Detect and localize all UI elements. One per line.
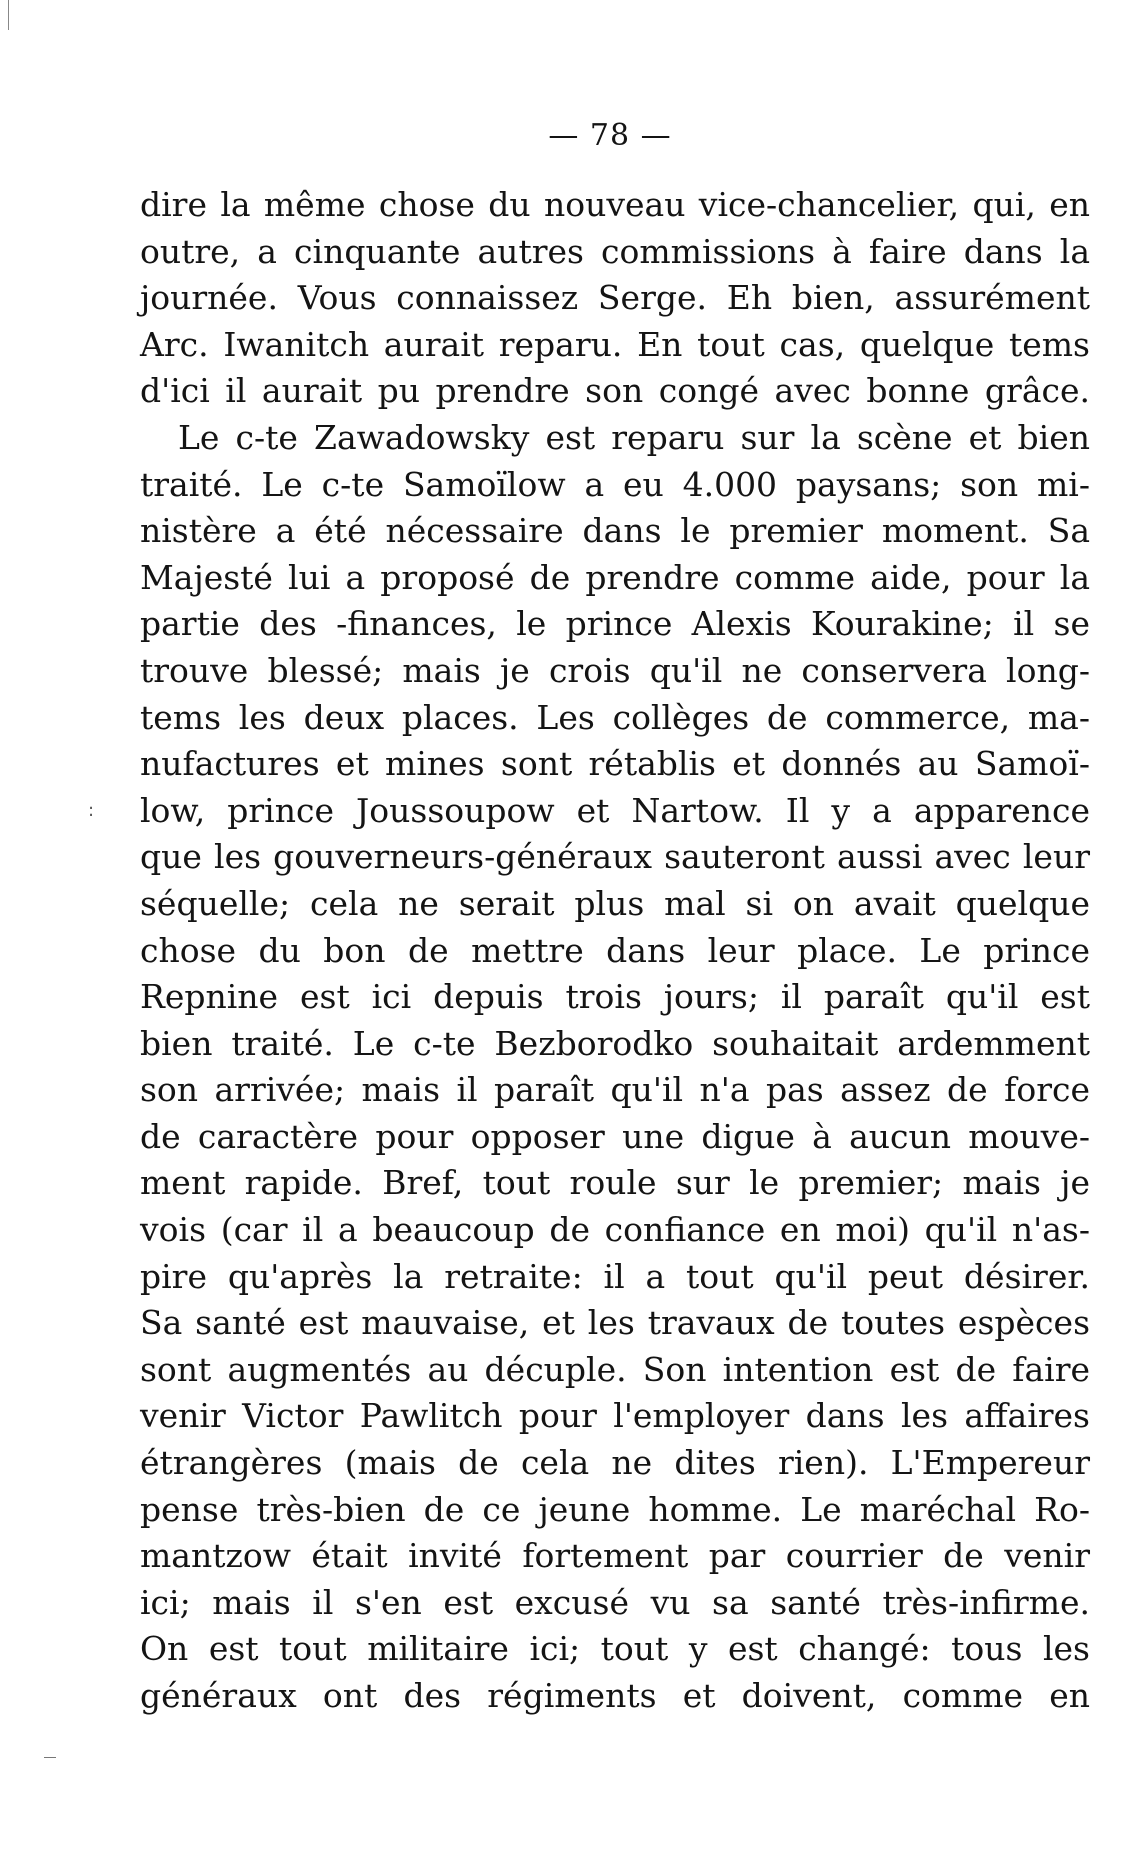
body-text bbox=[140, 182, 1090, 1720]
text-line: outre, a cinquante autres commissions à faire dans la bbox=[140, 231, 1090, 271]
text-line: bien traité. Le c-te Bezborodko souhaitait ardemment bbox=[140, 1023, 1090, 1063]
text-line: venir Victor Pawlitch pour l'employer dans les affaires bbox=[140, 1396, 1090, 1436]
text-line: nistère a été nécessaire dans le premier moment. Sa bbox=[140, 511, 1090, 551]
text-line: son arrivée; mais il paraît qu'il n'a pas assez de force bbox=[140, 1070, 1090, 1110]
text-line: sont augmentés au décuple. Son intention est de faire bbox=[140, 1349, 1090, 1389]
text-line: généraux ont des régiments et doivent, comme en bbox=[140, 1676, 1090, 1715]
text-line: tems les deux places. Les collèges de commerce, ma- bbox=[140, 697, 1090, 737]
scan-edge-mark bbox=[8, 0, 9, 30]
text-line: traité. Le c-te Samoïlow a eu 4.000 paysans; son mi- bbox=[140, 464, 1090, 504]
text-line: d'ici il aurait pu prendre son congé avec bonne grâce. bbox=[140, 371, 1090, 411]
text-line: Arc. Iwanitch aurait reparu. En tout cas, quelque tems bbox=[140, 324, 1090, 364]
text-line: Le c-te Zawadowsky est reparu sur la scène et bien bbox=[178, 417, 1090, 457]
text-line: chose du bon de mettre dans leur place. Le prince bbox=[140, 930, 1090, 970]
margin-mark: : bbox=[88, 800, 95, 821]
text-line: partie des -finances, le prince Alexis Kourakine; il se bbox=[140, 604, 1090, 644]
text-line: de caractère pour opposer une digue à aucun mouve- bbox=[140, 1116, 1090, 1156]
text-line: vois (car il a beaucoup de confiance en moi) qu'il n'as- bbox=[140, 1210, 1090, 1250]
text-line: ici; mais il s'en est excusé vu sa santé très-infirme. bbox=[140, 1582, 1090, 1622]
text-line: pense très-bien de ce jeune homme. Le maréchal Ro- bbox=[140, 1489, 1090, 1529]
text-line: dire la même chose du nouveau vice-chancelier, qui, en bbox=[140, 185, 1090, 224]
page-number: — 78 — bbox=[548, 118, 672, 153]
text-line: Majesté lui a proposé de prendre comme aide, pour la bbox=[140, 557, 1090, 597]
text-line: mantzow était invité fortement par courrier de venir bbox=[140, 1536, 1090, 1576]
text-line: journée. Vous connaissez Serge. Eh bien, assurément bbox=[140, 278, 1090, 318]
scan-edge-dash bbox=[44, 1757, 56, 1758]
text-line: Repnine est ici depuis trois jours; il paraît qu'il est bbox=[140, 977, 1090, 1017]
text-line: que les gouverneurs-généraux sauteront aussi avec leur bbox=[140, 837, 1090, 877]
text-line: séquelle; cela ne serait plus mal si on avait quelque bbox=[140, 883, 1090, 923]
text-line: On est tout militaire ici; tout y est changé: tous les bbox=[140, 1629, 1090, 1669]
text-line: trouve blessé; mais je crois qu'il ne conservera long- bbox=[140, 650, 1090, 690]
text-line: low, prince Joussoupow et Nartow. Il y a apparence bbox=[140, 790, 1090, 830]
text-line: ment rapide. Bref, tout roule sur le premier; mais je bbox=[140, 1163, 1090, 1203]
text-line: nufactures et mines sont rétablis et donnés au Samoï- bbox=[140, 744, 1090, 784]
text-line: Sa santé est mauvaise, et les travaux de toutes espèces bbox=[140, 1303, 1090, 1343]
text-line: étrangères (mais de cela ne dites rien). L'Empereur bbox=[140, 1443, 1090, 1483]
text-line: pire qu'après la retraite: il a tout qu'il peut désirer. bbox=[140, 1256, 1090, 1296]
